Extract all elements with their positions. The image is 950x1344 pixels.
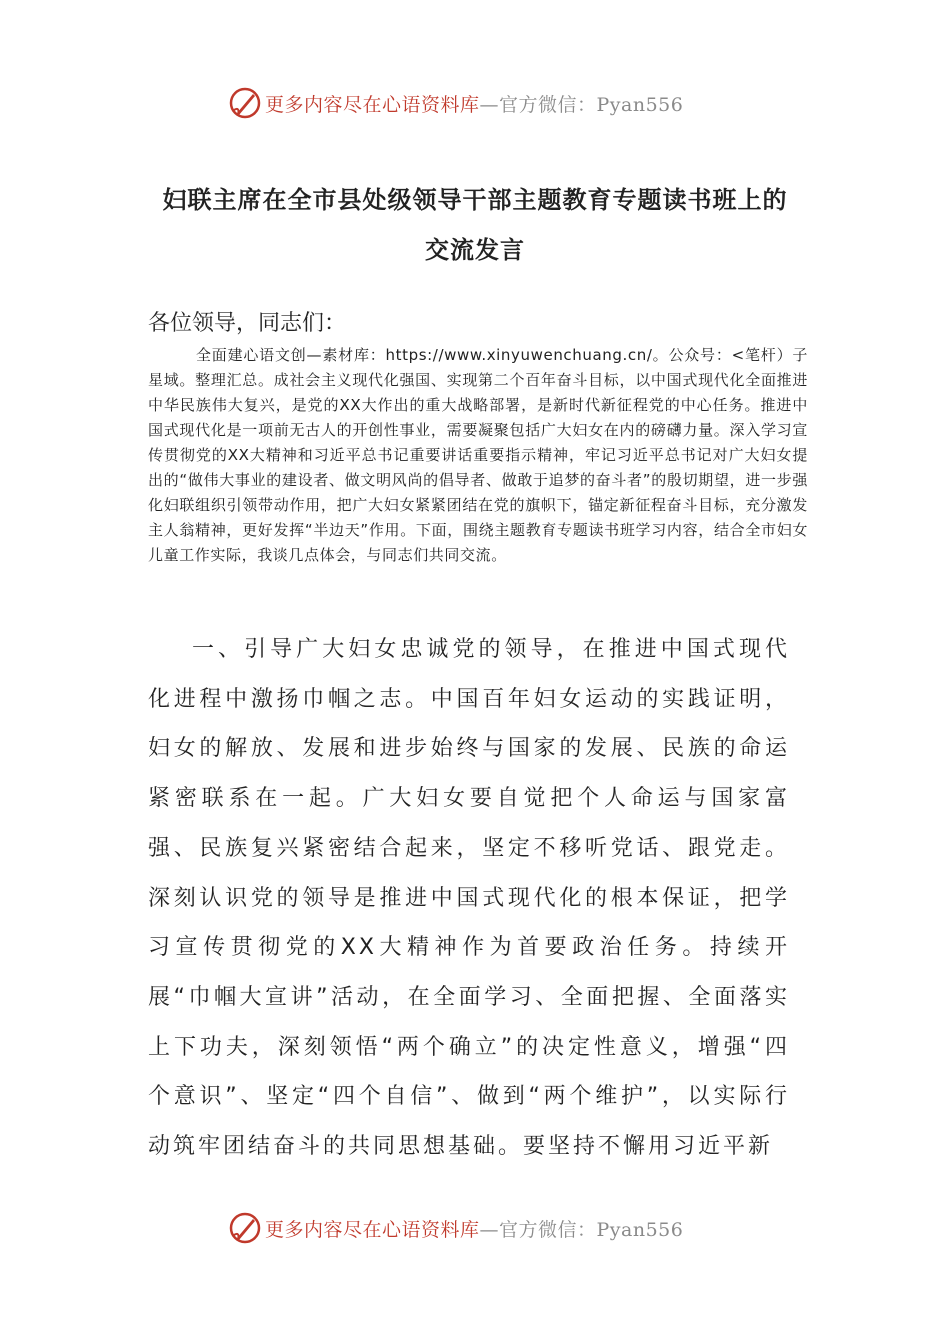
document-title-line-1: 妇联主席在全市县处级领导干部主题教育专题读书班上的: [162, 185, 788, 214]
brand-name: 更多内容尽在心语资料库: [265, 94, 480, 116]
salutation: 各位领导，同志们：: [148, 311, 347, 336]
intro-paragraph: 全面建心语文创—素材库：https://www.xinyuwenchuang.cn/。公众号：<笔杆）子星域。整理汇总。成社会主义现代化强国、实现第二个百年奋斗目标，以中国式现代化全面推进中华民族伟大复兴，是党的XX大作出的重大战略部署，是新时代新征程党的中心任务。推进中国式现代化是一项前无古人的开创性事业，需要凝聚包括广大妇女在内的磅礴力量。深入学习宣传贯彻党的XX大精神和习近平总书记重要讲话重要指示精神，牢记习近平总书记对广大妇女提出的“做伟大事业的建设者、做文明风尚的倡导者、做敢于追梦的奋斗者”的殷切期望，进一步强化妇联组织引领带动作用，把广大妇女紧紧团结在党的旗帜下，锚定新征程奋斗目标，充分激发主人翁精神，更好发挥“半边天”作用。下面，围绕主题教育专题读书班学习内容，结合全市妇女儿童工作实际，我谈几点体会，与同志们共同交流。: [148, 346, 808, 564]
separator: —: [479, 1219, 500, 1241]
wechat-id: 官方微信：Pyan556: [499, 94, 684, 116]
quill-pen-logo-icon: [228, 1211, 262, 1245]
separator: —: [479, 94, 500, 116]
footer-watermark-banner: [0, 1209, 950, 1249]
document-title-line-2: 交流发言: [425, 235, 525, 264]
watermark-text: [265, 90, 683, 117]
brand-name: 更多内容尽在心语资料库: [265, 1219, 480, 1241]
watermark-text: [265, 1215, 683, 1242]
wechat-id: 官方微信：Pyan556: [499, 1219, 684, 1241]
quill-pen-logo-icon: [228, 86, 262, 120]
header-watermark-banner: [0, 84, 950, 124]
section-1-paragraph: 一、引导广大妇女忠诚党的领导，在推进中国式现代化进程中激扬巾帼之志。中国百年妇女运动的实践证明，妇女的解放、发展和进步始终与国家的发展、民族的命运紧密联系在一起。广大妇女要自觉把个人命运与国家富强、民族复兴紧密结合起来，坚定不移听党话、跟党走。深刻认识党的领导是推进中国式现代化的根本保证，把学习宣传贯彻党的XX大精神作为首要政治任务。持续开展“巾帼大宣讲”活动，在全面学习、全面把握、全面落实上下功夫，深刻领悟“两个确立”的决定性意义，增强“四个意识”、坚定“四个自信”、做到“两个维护”，以实际行动筑牢团结奋斗的共同思想基础。要坚持不懈用习近平新: [148, 637, 790, 1160]
